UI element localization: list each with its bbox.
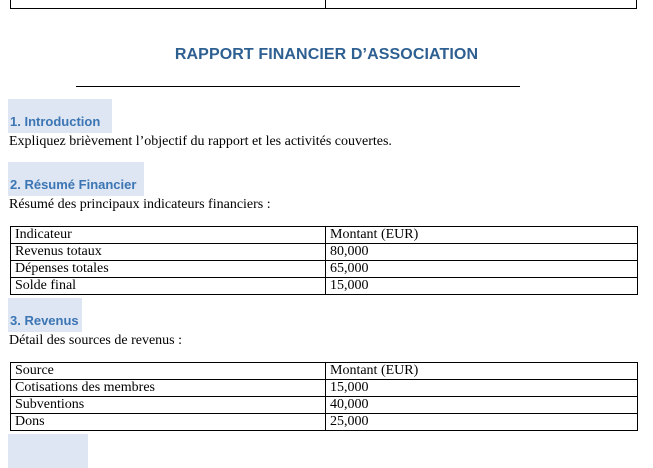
table-cell: 80,000	[326, 244, 638, 261]
table-cell: Cotisations des membres	[11, 380, 326, 397]
table-row	[11, 278, 638, 295]
table-cell: 65,000	[326, 261, 638, 278]
table-cell: 40,000	[326, 397, 638, 414]
table-row	[11, 244, 638, 261]
column-header: Source	[11, 363, 326, 380]
next-section-heading-highlight	[8, 434, 88, 468]
table-row	[11, 261, 638, 278]
table-cell: Subventions	[11, 397, 326, 414]
financial-summary-table	[10, 226, 638, 295]
table-header-row	[11, 363, 638, 380]
table-row	[11, 380, 638, 397]
table-cell: Dons	[11, 414, 326, 431]
table-row	[11, 397, 638, 414]
section-heading-revenues: 3. Revenus	[8, 298, 82, 332]
column-header: Montant (EUR)	[326, 363, 638, 380]
table-row	[11, 414, 638, 431]
section-heading-financial-summary: 2. Résumé Financier	[8, 162, 144, 196]
table-cell: Dépenses totales	[11, 261, 326, 278]
section-text-financial-summary: Résumé des principaux indicateurs financiers :	[9, 197, 271, 212]
section-text-introduction: Expliquez brièvement l’objectif du rapport et les activités couvertes.	[9, 134, 392, 149]
revenue-sources-table	[10, 362, 638, 431]
column-header: Montant (EUR)	[326, 227, 638, 244]
table-cell: Revenus totaux	[11, 244, 326, 261]
table-header-row	[11, 227, 638, 244]
table-cell: 15,000	[326, 278, 638, 295]
section-heading-introduction: 1. Introduction	[8, 99, 112, 133]
previous-table-fragment	[10, 0, 637, 9]
table-divider	[325, 0, 326, 8]
section-text-revenues: Détail des sources de revenus :	[9, 333, 182, 348]
table-cell: 25,000	[326, 414, 638, 431]
column-header: Indicateur	[11, 227, 326, 244]
table-cell: Solde final	[11, 278, 326, 295]
page-title: RAPPORT FINANCIER D’ASSOCIATION	[174, 46, 479, 63]
table-cell: 15,000	[326, 380, 638, 397]
title-underline	[76, 86, 520, 87]
